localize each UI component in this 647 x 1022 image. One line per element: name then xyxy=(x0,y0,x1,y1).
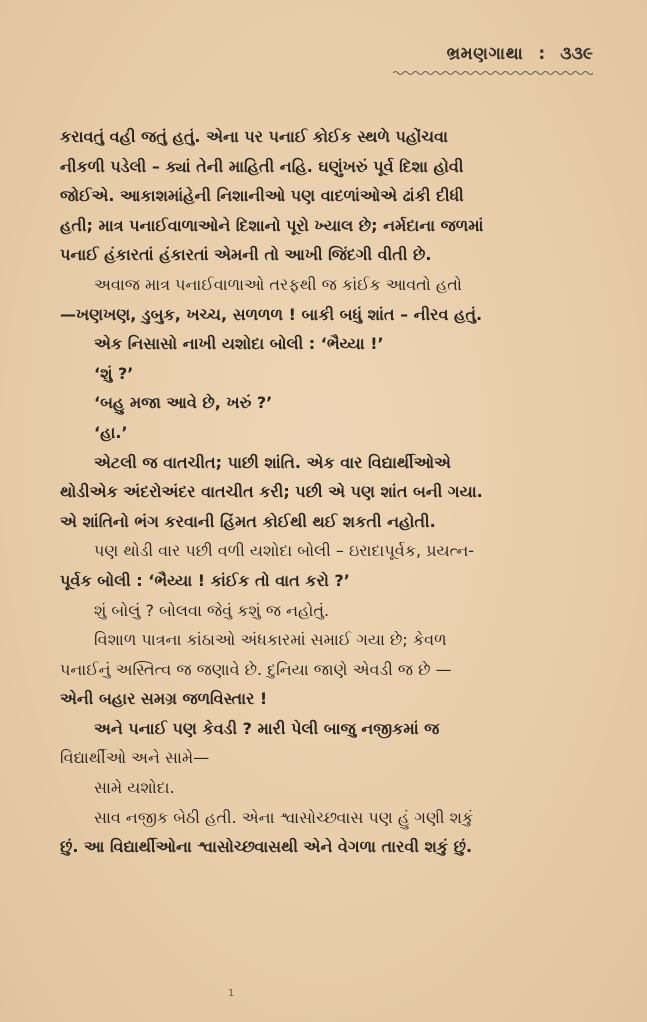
text-line: ‘બહુ મજા આવે છે, ખરું ?’ xyxy=(94,393,273,413)
text-line: પણ થોડી વાર પછી વળી યશોદા બોલી – ઇરાદાપૂર્વક, પ્રયત્ન- xyxy=(94,541,475,561)
text-line: અવાજ માત્ર પનાઈવાળાઓ તરફથી જ કાંઈક આવતો હતો xyxy=(94,274,462,294)
text-line: નીકળી પડેલી – ક્યાં તેની માહિતી નહિ. ઘણુંખરું પૂર્વ દિશા હોવી xyxy=(60,156,464,176)
text-line: એટલી જ વાતચીત; પાછી શાંતિ. એક વાર વિદ્યાર્થીઓએ xyxy=(94,452,451,472)
text-line: એ શાંતિનો ભંગ કરવાની હિંમત કોઈથી થઈ શકતી નહોતી. xyxy=(60,511,436,531)
text-line: કરાવતું વહી જતું હતું. એના પર પનાઈ કોઈક સ્થળે પહોંચવા xyxy=(60,127,448,146)
text-line: એક નિસાસો નાખી યશોદા બોલી : ‘ભૈય્યા !’ xyxy=(94,334,384,354)
text-line: છું. આ વિદ્યાર્થીઓના શ્વાસોચ્છ્વાસથી એને વેગળા તારવી શકું છું. xyxy=(60,837,473,857)
text-line: ‘શું ?’ xyxy=(94,363,134,383)
text-line: એની બહાર સમગ્ર જળવિસ્તાર ! xyxy=(60,689,268,709)
text-line: પૂર્વક બોલી : ‘ભૈય્યા ! કાંઈક તો વાત કરો ?’ xyxy=(60,570,350,590)
text-line: સામે યશોદા. xyxy=(94,778,175,798)
text-line: અને પનાઈ પણ કેવડી ? મારી પેલી બાજુ નજીકમાં જ xyxy=(94,718,440,738)
running-header xyxy=(447,44,593,64)
text-line: ‘હા.’ xyxy=(94,422,128,442)
text-line: વિશાળ પાત્રના કાંઠાઓ અંધકારમાં સમાઈ ગયા છે; કેવળ xyxy=(94,630,447,650)
text-line: શું બોલું ? બોલવા જેવું કશું જ નહોતું. xyxy=(94,600,330,620)
page-number: ૩૩૯ xyxy=(560,44,593,64)
folio-mark: 1 xyxy=(228,988,235,999)
running-header-title: ભ્રમણગાથા xyxy=(446,44,524,64)
text-line: વિદ્યાર્થીઓ અને સામે— xyxy=(60,748,210,768)
text-line: હતી; માત્ર પનાઈવાળાઓને દિશાનો પૂરો ખ્યાલ છે; નર્મદાના જળમાં xyxy=(60,215,484,235)
running-header-separator: : xyxy=(538,44,546,64)
text-line: પનાઈનું અસ્તિત્વ જ જણાવે છે. દુનિયા જાણે એવડી જ છે — xyxy=(60,659,452,679)
wavy-header-rule xyxy=(393,70,593,76)
text-line: —ખણખણ, ડુબુક, ખચ્ચ, સળળળ ! બાકી બધું શાંત – નીરવ હતું. xyxy=(60,304,483,324)
text-line: પનાઈ હંકારતાં હંકારતાં એમની તો આખી જિંદગી વીતી છે. xyxy=(60,245,432,265)
text-line: સાવ નજીક બેઠી હતી. એના શ્વાસોચ્છ્વાસ પણ હું ગણી શકું xyxy=(94,807,474,827)
body-text xyxy=(60,122,600,862)
text-line: જોઈએ. આકાશમાંહેની નિશાનીઓ પણ વાદળાંઓએ ઢાંકી દીધી xyxy=(60,186,464,206)
text-line: થોડીએક અંદરોઅંદર વાતચીત કરી; પછી એ પણ શાંત બની ગયા. xyxy=(60,482,483,502)
